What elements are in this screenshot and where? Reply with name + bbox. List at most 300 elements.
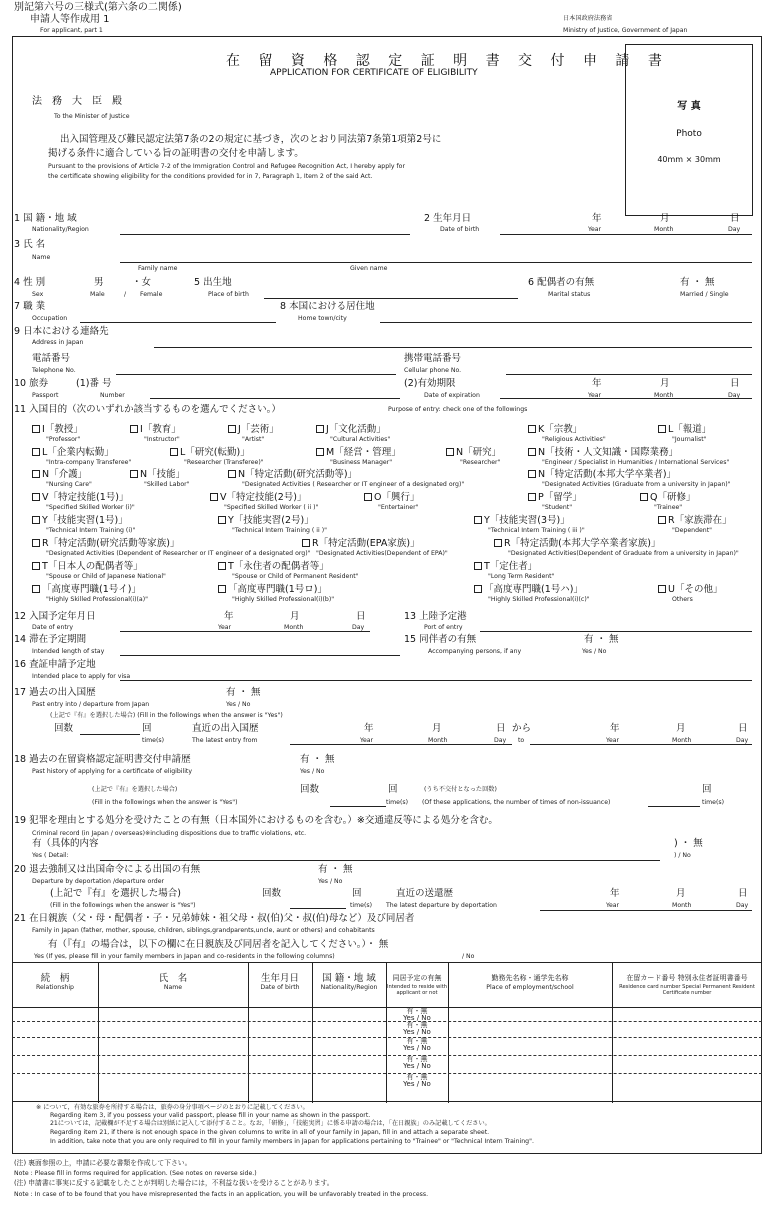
f21-yes-en: Yes (If yes, please fill in your family members in Japan and co-residents in the following columns) xyxy=(34,953,335,960)
purpose-checkbox[interactable] xyxy=(228,470,236,478)
purpose-label-en: "Highly Skilled Professional(i)(b)" xyxy=(232,596,335,603)
telephone-field[interactable] xyxy=(116,374,396,375)
purpose-label-en: "Specified Skilled Worker (i)" xyxy=(46,504,135,511)
purpose-checkbox[interactable] xyxy=(316,448,324,456)
footnote-1: (注) 裏面参照の上，申請に必要な書類を作成して下さい。 xyxy=(14,1159,192,1167)
purpose-checkbox[interactable] xyxy=(528,448,536,456)
past-entry-count-field[interactable] xyxy=(80,734,140,735)
criminal-detail-field[interactable] xyxy=(100,860,660,861)
note-2: 21については，記載欄が不足する場合は別紙に記入して添付すること。なお，「研修」，「技能実習」に係る申請の場合は，「在日親族」のみ記載してください。 xyxy=(50,1120,491,1127)
purpose-label-en: "Intra-company Transferee" xyxy=(46,459,132,466)
purpose-checkbox[interactable] xyxy=(658,516,666,524)
f17-to: to xyxy=(518,737,525,744)
passport-number-field[interactable] xyxy=(150,398,400,399)
purpose-checkbox[interactable] xyxy=(316,425,324,433)
f1-label: 1 国 籍・地 域 xyxy=(14,213,77,224)
purpose-option[interactable] xyxy=(364,485,419,511)
f21-label: 21 在日親族（父・母・配偶者・子・兄弟姉妹・祖父母・叔(伯)父・叔(伯)母など）及び同居者 xyxy=(14,913,415,924)
f7-label: 7 職 業 xyxy=(14,301,46,312)
note-1: ※ について，有効な旅券を所持する場合は，旅券の身分事項ページのとおりに記載してください。 xyxy=(36,1104,309,1111)
f18-times2-en: time(s) xyxy=(702,799,725,806)
f8-label-en: Home town/city xyxy=(298,315,347,322)
given-name-label: Given name xyxy=(350,265,388,272)
purpose-label: T「定住者」 xyxy=(484,561,538,572)
f1-label-en: Nationality/Region xyxy=(32,226,89,233)
purpose-label: N「研究」 xyxy=(456,447,502,458)
purpose-label-en: "Technical Intern Training ( iii )" xyxy=(488,527,585,534)
purpose-label: 「高度専門職(1号イ)」 xyxy=(42,584,141,595)
purpose-checkbox[interactable] xyxy=(210,493,218,501)
f3-label: 3 氏 名 xyxy=(14,239,46,250)
purpose-label: N「特定活動(研究活動等)」 xyxy=(238,469,358,480)
purpose-label-en: "Long Term Resident" xyxy=(488,573,555,580)
title-jp: 在 留 資 格 認 定 証 明 書 交 付 申 請 書 xyxy=(226,53,669,69)
purpose-label: I「教育」 xyxy=(140,424,181,435)
footnote-2-en: Note : In case of to be found that you have misrepresented the facts in an application, you will be unfavorably treated in the process. xyxy=(14,1191,429,1198)
applicant-copy-en: For applicant, part 1 xyxy=(40,27,103,34)
f2-day: 日 xyxy=(730,213,740,224)
f20-options-en: Yes / No xyxy=(318,878,343,885)
f12-day-en: Day xyxy=(352,624,365,631)
f21-yes[interactable]: 有（『有』の場合は，以下の欄に在日親族及び同居者を記入してください。）・ 無 xyxy=(48,939,389,950)
f20-count-field[interactable] xyxy=(290,908,346,909)
address-field[interactable] xyxy=(154,347,752,348)
f17-m2-en: Month xyxy=(672,737,692,744)
purpose-label-en: Others xyxy=(672,596,693,603)
purpose-label: Y「技能実習(3号)」 xyxy=(484,515,570,526)
f10-day: 日 xyxy=(730,378,740,389)
f18-nonissue-en: (Of these applications, the number of times of non-issuance) xyxy=(422,799,611,806)
f17-from: から xyxy=(512,723,532,734)
f11-label-en: Purpose of entry: check one of the followings xyxy=(388,406,528,413)
purpose-option[interactable] xyxy=(218,577,334,603)
f17-y2: 年 xyxy=(610,723,620,734)
title-en: APPLICATION FOR CERTIFICATE OF ELIGIBILITY xyxy=(270,68,478,78)
purpose-label: O「興行」 xyxy=(374,492,420,503)
purpose-checkbox[interactable] xyxy=(130,425,138,433)
photo-box[interactable] xyxy=(625,44,753,216)
purpose-checkbox[interactable] xyxy=(32,539,40,547)
f2-year: 年 xyxy=(592,213,602,224)
purpose-checkbox[interactable] xyxy=(32,448,40,456)
purpose-checkbox[interactable] xyxy=(32,425,40,433)
purpose-label: N「介護」 xyxy=(42,469,88,480)
f13-label-en: Port of entry xyxy=(424,624,463,631)
purpose-label: Q「研修」 xyxy=(650,492,696,503)
f9-label: 9 日本における連絡先 xyxy=(14,326,109,337)
f19-detail-en: Yes ( Detail: xyxy=(32,852,69,859)
f18-times-en: time(s) xyxy=(386,799,409,806)
f2-label: 2 生年月日 xyxy=(424,213,472,224)
latest-entry-from-field[interactable] xyxy=(290,744,512,745)
birth-date-field[interactable] xyxy=(500,234,752,235)
female-option-en: Female xyxy=(140,291,163,298)
photo-label-jp: 写 真 xyxy=(677,101,701,112)
f4-label: 4 性 別 xyxy=(14,277,46,288)
f20-label-en: Departure by deportation /departure order xyxy=(32,878,165,885)
purpose-checkbox[interactable] xyxy=(32,516,40,524)
f18-label: 18 過去の在留資格認定証明書交付申請歴 xyxy=(14,754,191,765)
purpose-checkbox[interactable] xyxy=(474,585,482,593)
purpose-label: N「特定活動(本邦大学卒業者)」 xyxy=(538,469,677,480)
f17-m1-en: Month xyxy=(428,737,448,744)
f20-times: 回数 xyxy=(262,888,282,899)
purpose-label: V「特定技能(1号)」 xyxy=(42,492,129,503)
f10-month: 月 xyxy=(660,378,670,389)
f20-kai: 回 xyxy=(352,888,362,899)
port-of-entry-field[interactable] xyxy=(480,631,752,632)
table-header: 続 柄 Relationship xyxy=(36,973,74,991)
tel-label-en: Telephone No. xyxy=(32,367,76,374)
visa-place-field[interactable] xyxy=(120,680,752,681)
f2-label-en: Date of birth xyxy=(440,226,480,233)
purpose-label-en: "Highly Skilled Professional(i)(c)" xyxy=(488,596,590,603)
purpose-label-en: "Instructor" xyxy=(144,436,180,443)
table-header: 在留カード番号 特別永住者証明書番号 Residence card number Special Permanent Resident Certificate number xyxy=(619,974,755,996)
f20-note: (上記で『有』を選択した場合) xyxy=(50,888,181,899)
cellphone-field[interactable] xyxy=(506,374,752,375)
purpose-label: M「経営・管理」 xyxy=(326,447,401,458)
f18-note-en: (Fill in the followings when the answer is "Yes") xyxy=(92,799,238,806)
f19-label-en: Criminal record (in Japan / overseas)※including dispositions due to traffic violations, etc. xyxy=(32,830,307,837)
table-header: 勤務先名称・通学先名称 Place of employment/school xyxy=(486,974,574,991)
f10-year: 年 xyxy=(592,378,602,389)
passport-number-label-en: Number xyxy=(100,392,125,399)
passport-expiry-label-en: Date of expiration xyxy=(424,392,480,399)
purpose-label: R「家族滞在」 xyxy=(668,515,732,526)
purpose-label: 「高度専門職(1号ロ)」 xyxy=(228,584,327,595)
hometown-field[interactable] xyxy=(380,322,752,323)
f6-label: 6 配偶者の有無 xyxy=(528,277,595,288)
f19-label: 19 犯罪を理由とする処分を受けたことの有無（日本国外におけるものを含む。）※交通違反等による処分を含む。 xyxy=(14,815,498,826)
purpose-label: L「企業内転勤」 xyxy=(42,447,114,458)
f20-day-en: Day xyxy=(736,902,749,909)
f17-times-en: time(s) xyxy=(142,737,165,744)
purpose-label-en: "Researcher" xyxy=(460,459,501,466)
latest-entry-to-field[interactable] xyxy=(530,744,752,745)
name-field[interactable] xyxy=(120,262,752,263)
f20-month: 月 xyxy=(676,888,686,899)
purpose-checkbox[interactable] xyxy=(494,539,502,547)
purpose-label: L「研究(転勤)」 xyxy=(180,447,250,458)
accompanying-options[interactable]: 有 ・ 無 xyxy=(584,634,619,645)
table-row-yes-no[interactable]: 有・無 Yes / No xyxy=(403,1055,431,1070)
f17-m1: 月 xyxy=(432,723,442,734)
purpose-label-en: "Highly Skilled Professional(i)(a)" xyxy=(46,596,148,603)
f9-label-en: Address in Japan xyxy=(32,339,84,346)
purpose-checkbox[interactable] xyxy=(658,425,666,433)
purpose-checkbox[interactable] xyxy=(218,516,226,524)
purpose-label: L「報道」 xyxy=(668,424,712,435)
f13-label: 13 上陸予定港 xyxy=(404,611,467,622)
f18-times: 回数 xyxy=(300,784,320,795)
f16-label-en: Intended place to apply for visa xyxy=(32,673,131,680)
f17-latest: 直近の出入国歴 xyxy=(192,723,259,734)
purpose-checkbox[interactable] xyxy=(32,585,40,593)
f3-label-en: Name xyxy=(32,254,51,261)
f17-d2: 日 xyxy=(738,723,748,734)
purpose-label: T「永住者の配偶者等」 xyxy=(228,561,329,572)
f12-year: 年 xyxy=(224,611,234,622)
f19-detail: 有（具体的内容 xyxy=(32,838,99,849)
f20-times-en: time(s) xyxy=(350,902,373,909)
purpose-checkbox[interactable] xyxy=(528,425,536,433)
purpose-label-en: "Spouse or Child of Japanese National" xyxy=(46,573,166,580)
f17-d1-en: Day xyxy=(494,737,507,744)
birthplace-field[interactable] xyxy=(264,298,518,299)
f10-year-en: Year xyxy=(588,392,602,399)
note-3-en: In addition, take note that you are only required to fill in your family members in Japan for applications pertaining to "Trainee" or "Technical Intern Training". xyxy=(50,1138,534,1145)
f18-nonissue: (うち不交付となった回数) xyxy=(424,786,497,793)
purpose-label: N「技術・人文知識・国際業務」 xyxy=(538,447,679,458)
f12-month-en: Month xyxy=(284,624,304,631)
purpose-label-en: "Journalist" xyxy=(672,436,707,443)
f12-month: 月 xyxy=(290,611,300,622)
purpose-label-en: "Designated Activities ( Researcher or IT engineer of a designated org)" xyxy=(242,481,465,488)
photo-label-en: Photo xyxy=(676,129,702,139)
table-row-yes-no[interactable]: 有・無 Yes / No xyxy=(403,1021,431,1036)
f12-label: 12 入国予定年月日 xyxy=(14,611,96,622)
table-row-yes-no[interactable]: 有・無 Yes / No xyxy=(403,1007,431,1022)
purpose-checkbox[interactable] xyxy=(218,562,226,570)
f17-times: 回数 xyxy=(54,723,74,734)
applicant-copy: 申請人等作成用 1 xyxy=(30,14,110,25)
f12-day: 日 xyxy=(356,611,366,622)
f20-month-en: Month xyxy=(672,902,692,909)
f18-label-en: Past history of applying for a certificate of eligibility xyxy=(32,768,193,775)
f7-label-en: Occupation xyxy=(32,315,68,322)
purpose-label: 「高度専門職(1号ハ)」 xyxy=(484,584,583,595)
f19-no-en: ) / No xyxy=(674,852,691,859)
f17-y1: 年 xyxy=(364,723,374,734)
nationality-field[interactable] xyxy=(120,234,410,235)
purpose-label: U「その他」 xyxy=(668,584,723,595)
f17-label-en: Past entry into / departure from Japan xyxy=(32,701,150,708)
purpose-option[interactable] xyxy=(130,462,190,488)
passport-expiry-label: (2)有効期限 xyxy=(404,378,456,389)
male-option-en: Male xyxy=(90,291,105,298)
tel-label: 電話番号 xyxy=(32,353,71,364)
purpose-label-en: "Skilled Labor" xyxy=(144,481,190,488)
marital-options[interactable]: 有 ・ 無 xyxy=(680,277,715,288)
f18-note: (上記で『有』を選択した場合) xyxy=(92,786,178,793)
f14-label-en: Intended length of stay xyxy=(32,648,105,655)
f17-y1-en: Year xyxy=(360,737,374,744)
f18-options[interactable]: 有 ・ 無 xyxy=(300,754,335,765)
purpose-label-en: "Dependent" xyxy=(672,527,713,534)
purpose-label: R「特定活動(EPA家族)」 xyxy=(312,538,420,549)
f12-year-en: Year xyxy=(218,624,232,631)
purpose-label: J「文化活動」 xyxy=(326,424,386,435)
table-row-yes-no[interactable]: 有・無 Yes / No xyxy=(403,1037,431,1052)
note-2-en: Regarding item 21, if there is not enough space in the given columns to write in all of your family in Japan, fill in and attach a separate sheet. xyxy=(50,1129,490,1136)
table-header: 生年月日 Date of birth xyxy=(260,973,300,991)
purpose-label: Y「技能実習(2号)」 xyxy=(228,515,314,526)
note-1-en: Regarding item 3, if you possess your valid passport, please fill in your name as shown in the passport. xyxy=(50,1112,371,1119)
f18-kai2: 回 xyxy=(702,784,712,795)
f10-label-en: Passport xyxy=(32,392,59,399)
f14-label: 14 滞在予定期間 xyxy=(14,634,87,645)
purpose-label-en: "Technical Intern Training (i)" xyxy=(46,527,136,534)
f20-options[interactable]: 有 ・ 無 xyxy=(318,864,353,875)
purpose-label-en: "Business Manager" xyxy=(330,459,393,466)
f17-d2-en: Day xyxy=(736,737,749,744)
f15-label: 15 同伴者の有無 xyxy=(404,634,477,645)
photo-size: 40mm × 30mm xyxy=(657,155,721,164)
ministry-jp: 日本国政府法務省 xyxy=(563,15,613,22)
purpose-label-en: "Designated Activities (Dependent of Researcher or IT engineer of a designated org)" xyxy=(46,550,311,557)
f20-latest: 直近の送還歴 xyxy=(396,888,454,899)
purpose-label-en: "Artist" xyxy=(242,436,265,443)
purpose-checkbox[interactable] xyxy=(32,493,40,501)
intro-jp-1: 出入国管理及び難民認定法第7条の2の規定に基づき，次のとおり同法第7条第1項第2号に xyxy=(60,134,442,145)
passport-number-label: (1)番 号 xyxy=(76,378,112,389)
purpose-label: R「特定活動(研究活動等家族)」 xyxy=(42,538,180,549)
purpose-label-en: "Trainee" xyxy=(654,504,683,511)
f15-label-en: Accompanying persons, if any xyxy=(428,648,522,655)
f20-note-en: (Fill in the followings when the answer is "Yes") xyxy=(50,902,196,909)
f2-month: 月 xyxy=(660,213,670,224)
purpose-checkbox[interactable] xyxy=(32,562,40,570)
f12-label-en: Date of entry xyxy=(32,624,74,631)
f17-latest-en: The latest entry from xyxy=(192,737,258,744)
purpose-label-en: "Specified Skilled Worker ( ii )" xyxy=(224,504,319,511)
purpose-label-en: "Cultural Activities" xyxy=(330,436,391,443)
purpose-label-en: "Nursing Care" xyxy=(46,481,92,488)
f2-day-en: Day xyxy=(728,226,741,233)
purpose-checkbox[interactable] xyxy=(228,425,236,433)
purpose-checkbox[interactable] xyxy=(528,470,536,478)
entry-date-field[interactable] xyxy=(120,631,370,632)
f10-label: 10 旅券 xyxy=(14,378,49,389)
f5-label: 5 出生地 xyxy=(194,277,232,288)
f2-month-en: Month xyxy=(654,226,674,233)
purpose-checkbox[interactable] xyxy=(640,493,648,501)
f17-y2-en: Year xyxy=(606,737,620,744)
purpose-label: V「特定技能(2号)」 xyxy=(220,492,307,503)
f2-year-en: Year xyxy=(588,226,602,233)
purpose-checkbox[interactable] xyxy=(474,516,482,524)
purpose-label-en: "Researcher (Transferee)" xyxy=(184,459,264,466)
family-table xyxy=(12,962,762,1102)
footnote-2: (注) 申請書に事実に反する記載をしたことが判明した場合には，不利益な扱いを受けることがあります。 xyxy=(14,1179,334,1187)
length-of-stay-field[interactable] xyxy=(120,655,400,656)
f10-month-en: Month xyxy=(654,392,674,399)
purpose-checkbox[interactable] xyxy=(170,448,178,456)
f18-options-en: Yes / No xyxy=(300,768,325,775)
f11-label: 11 入国目的（次のいずれか該当するものを選んでください。） xyxy=(14,404,281,415)
occupation-field[interactable] xyxy=(80,322,276,323)
purpose-label: I「教授」 xyxy=(42,424,83,435)
family-name-label: Family name xyxy=(138,265,178,272)
f20-year-en: Year xyxy=(606,902,620,909)
f10-day-en: Day xyxy=(728,392,741,399)
purpose-checkbox[interactable] xyxy=(32,470,40,478)
f18-count-field[interactable] xyxy=(330,806,386,807)
past-entry-options[interactable]: 有 ・ 無 xyxy=(226,687,261,698)
purpose-label-en: "Student" xyxy=(542,504,573,511)
purpose-label-en: "Designated Activities(Dependent of EPA)" xyxy=(316,550,448,557)
cell-label-en: Cellular phone No. xyxy=(404,367,462,374)
f21-no-en: / No xyxy=(462,953,475,960)
purpose-checkbox[interactable] xyxy=(130,470,138,478)
f5-label-en: Place of birth xyxy=(208,291,249,298)
purpose-label-en: "Religious Activities" xyxy=(542,436,606,443)
table-header: 同居予定の有無 Intended to reside with applicant or not xyxy=(386,974,448,996)
f20-year: 年 xyxy=(610,888,620,899)
footnote-1-en: Note : Please fill in forms required for application. (See notes on reverse side.) xyxy=(14,1170,257,1177)
purpose-label: N「技能」 xyxy=(140,469,186,480)
purpose-option[interactable] xyxy=(658,577,722,603)
purpose-checkbox[interactable] xyxy=(218,585,226,593)
f19-no[interactable]: ) ・ 無 xyxy=(674,838,703,849)
addressee-jp: 法 務 大 臣 殿 xyxy=(32,96,122,107)
purpose-label-en: "Professor" xyxy=(46,436,81,443)
intro-jp-2: 掲げる条件に適合している旨の証明書の交付を申請します。 xyxy=(48,148,304,159)
purpose-label: T「日本人の配偶者等」 xyxy=(42,561,143,572)
intro-en-1: Pursuant to the provisions of Article 7-2 of the Immigration Control and Refugee Recognition Act, I hereby apply for xyxy=(48,163,405,170)
f16-label: 16 査証申請予定地 xyxy=(14,659,96,670)
purpose-checkbox[interactable] xyxy=(446,448,454,456)
f20-day: 日 xyxy=(738,888,748,899)
intro-en-2: the certificate showing eligibility for the conditions provided for in 7, Paragraph 1, Item 2 of the said Act. xyxy=(48,173,373,180)
purpose-label-en: "Technical Intern Training ( ii )" xyxy=(232,527,327,534)
purpose-label: J「芸術」 xyxy=(238,424,279,435)
purpose-checkbox[interactable] xyxy=(364,493,372,501)
purpose-label: Y「技能実習(1号)」 xyxy=(42,515,128,526)
f18-nonissue-field[interactable] xyxy=(648,806,700,807)
f17-m2: 月 xyxy=(676,723,686,734)
f17-kai: 回 xyxy=(142,723,152,734)
f20-label: 20 退去強制又は出国命令による出国の有無 xyxy=(14,864,201,875)
purpose-label-en: "Designated Activities (Graduate from a university in Japan)" xyxy=(542,481,731,488)
f20-latest-en: The latest departure by deportation xyxy=(386,902,497,909)
ministry-en: Ministry of Justice, Government of Japan xyxy=(563,27,688,34)
male-option[interactable]: 男 xyxy=(94,277,104,288)
f21-label-en: Family in Japan (father, mother, spouse, children, siblings,grandparents,uncle, aunt or others) and cohabitants xyxy=(32,927,375,934)
purpose-label-en: "Entertainer" xyxy=(378,504,419,511)
sex-slash: / xyxy=(124,291,127,298)
purpose-checkbox[interactable] xyxy=(658,585,666,593)
purpose-label-en: "Spouse or Child of Permanent Resident" xyxy=(232,573,359,580)
table-header: 国 籍・地 域 Nationality/Region xyxy=(320,973,378,991)
accompanying-options-en: Yes / No xyxy=(582,648,607,655)
passport-expiry-field[interactable] xyxy=(500,398,752,399)
table-row-yes-no[interactable]: 有・無 Yes / No xyxy=(403,1073,431,1088)
table-header: 氏 名 Name xyxy=(158,973,188,991)
purpose-option[interactable] xyxy=(32,577,148,603)
f18-kai: 回 xyxy=(388,784,398,795)
form-number: 別記第六号の三様式(第六条の二関係) xyxy=(14,2,182,13)
f4-label-en: Sex xyxy=(32,291,44,298)
purpose-label-en: "Designated Activities(Dependent of Graduate from a university in Japan)" xyxy=(508,550,739,557)
past-entry-options-en: Yes / No xyxy=(226,701,251,708)
purpose-label-en: "Engineer / Specialist in Humanities / International Services" xyxy=(542,459,730,466)
purpose-label: P「留学」 xyxy=(538,492,582,503)
purpose-checkbox[interactable] xyxy=(302,539,310,547)
purpose-checkbox[interactable] xyxy=(528,493,536,501)
f20-latest-field[interactable] xyxy=(540,910,752,911)
f8-label: 8 本国における居住地 xyxy=(280,301,375,312)
f17-d1: 日 xyxy=(496,723,506,734)
f17-note: (上記で『有』を選択した場合) (Fill in the followings when the answer is "Yes") xyxy=(50,712,283,719)
purpose-option[interactable] xyxy=(474,577,590,603)
cell-label: 携帯電話番号 xyxy=(404,353,462,364)
purpose-checkbox[interactable] xyxy=(474,562,482,570)
purpose-label: R「特定活動(本邦大学卒業者家族)」 xyxy=(504,538,661,549)
female-option[interactable]: ・女 xyxy=(132,277,152,288)
f17-label: 17 過去の出入国歴 xyxy=(14,687,96,698)
